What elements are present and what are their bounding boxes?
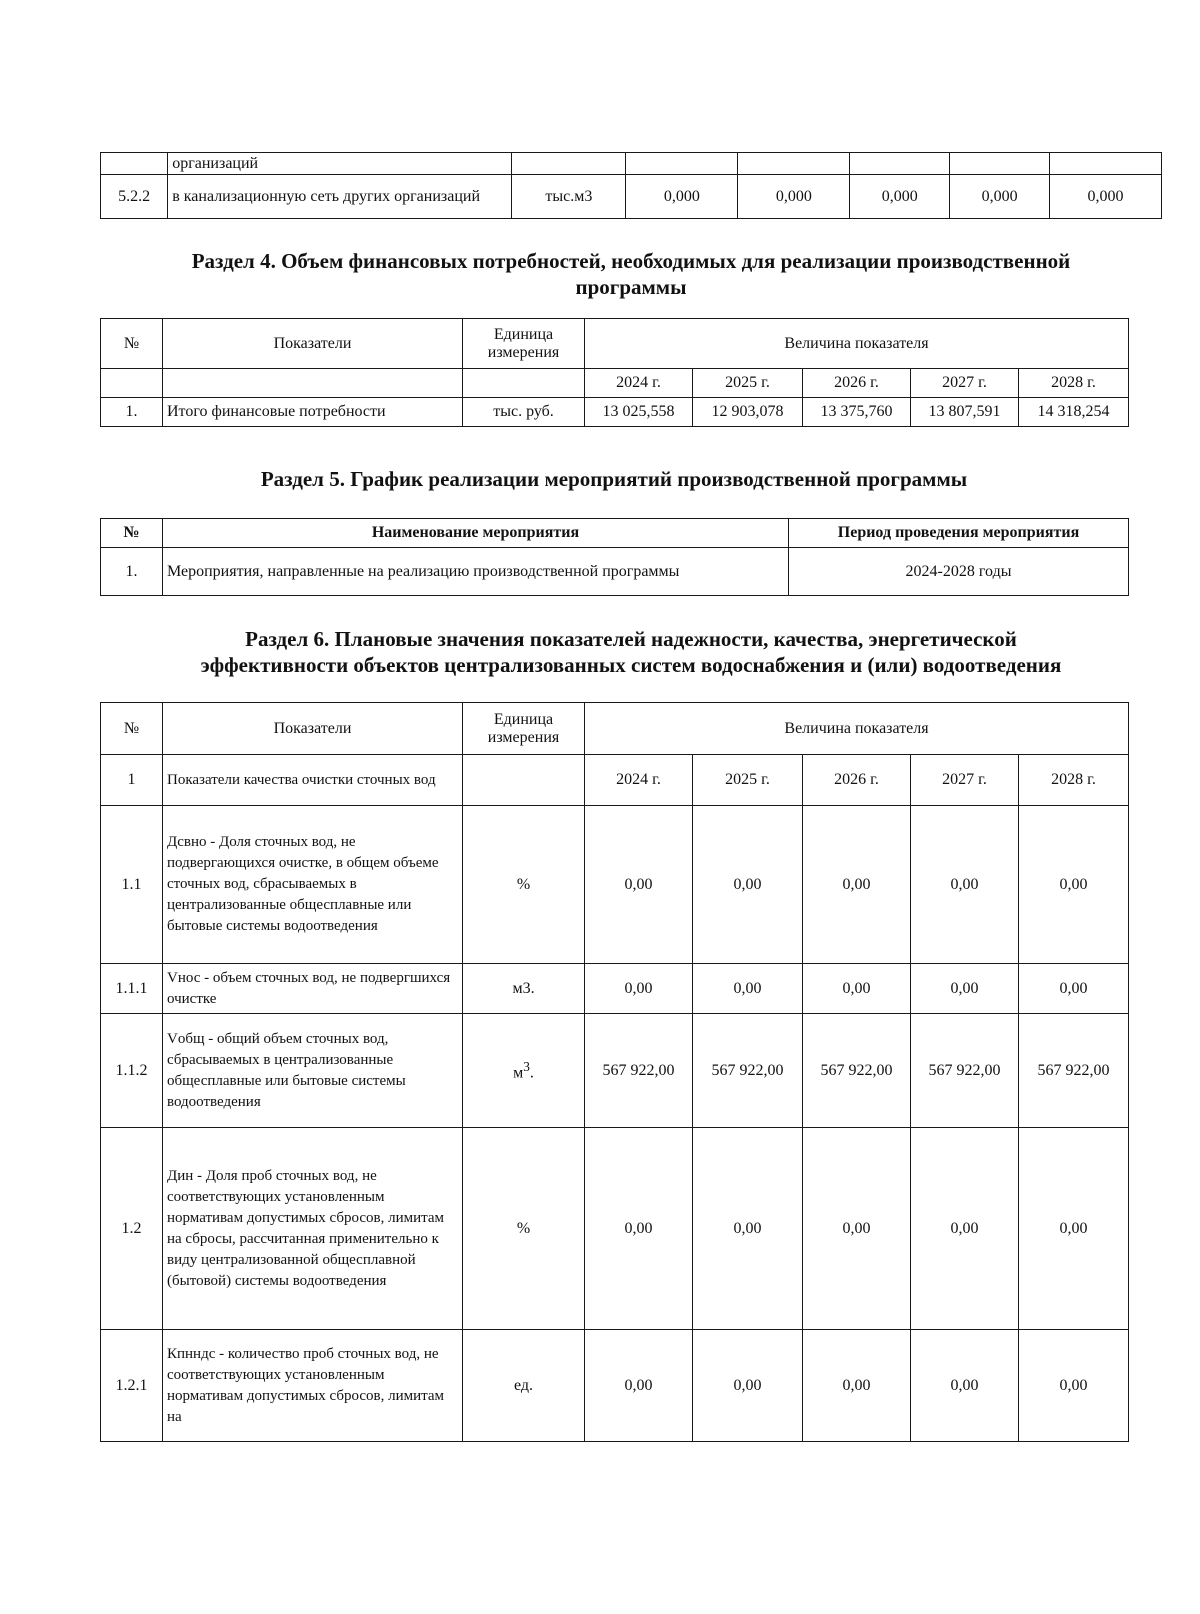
- unit-base: м: [513, 1064, 524, 1082]
- row-unit: ед.: [463, 1330, 585, 1442]
- year-header: 2024 г.: [585, 755, 693, 806]
- row-name: Дин - Доля проб сточных вод, не соответствующих установленным нормативам допустимых сбросов, лимитам на сбросы, рассчитанная применительно к виду централизованной общесплавной (бытовой) системы водоотведения: [163, 1128, 463, 1330]
- row-unit: %: [463, 1128, 585, 1330]
- empty-cell: [463, 755, 585, 806]
- row-value: 0,000: [626, 175, 738, 219]
- row-value: 567 922,00: [693, 1014, 803, 1128]
- row-number: 1.2: [101, 1128, 163, 1330]
- row-value: 0,00: [693, 806, 803, 964]
- row-name: Vнос - объем сточных вод, не подвергшихся очистке: [163, 964, 463, 1014]
- year-header: 2028 г.: [1019, 755, 1129, 806]
- table-row: [101, 1330, 1129, 1442]
- row-name: Показатели качества очистки сточных вод: [163, 755, 463, 806]
- row-number: 1.2.1: [101, 1330, 163, 1442]
- row-value: 567 922,00: [585, 1014, 693, 1128]
- header-number: №: [101, 319, 163, 369]
- row-name: в канализационную сеть других организаций: [168, 175, 512, 219]
- row-value: 13 375,760: [803, 398, 911, 427]
- row-value: 0,00: [1019, 964, 1129, 1014]
- table-top: [100, 152, 1162, 219]
- empty-cell: [163, 369, 463, 398]
- row-number: 1.1: [101, 806, 163, 964]
- header-name: Показатели: [163, 703, 463, 755]
- table-row: [101, 548, 1129, 596]
- row-number: 1.1.2: [101, 1014, 163, 1128]
- row-number: 5.2.2: [101, 175, 168, 219]
- row-unit: [512, 153, 626, 175]
- row-value: 0,00: [803, 806, 911, 964]
- row-value: 0,00: [585, 964, 693, 1014]
- row-unit: тыс. руб.: [463, 398, 585, 427]
- row-value: [738, 153, 850, 175]
- table-header-row: [101, 703, 1129, 755]
- row-value: 0,00: [911, 1128, 1019, 1330]
- header-value: Величина показателя: [585, 703, 1129, 755]
- table-row: [101, 806, 1129, 964]
- table-row: [101, 175, 1162, 219]
- row-value: 0,00: [585, 1330, 693, 1442]
- section5-table: [100, 518, 1129, 596]
- row-value: 0,00: [693, 964, 803, 1014]
- row-number: 1: [101, 755, 163, 806]
- row-name: Итого финансовые потребности: [163, 398, 463, 427]
- row-number: 1.: [101, 398, 163, 427]
- year-header: 2026 г.: [803, 369, 911, 398]
- row-value: 0,000: [850, 175, 950, 219]
- table-header-row: [101, 319, 1129, 369]
- empty-cell: [101, 369, 163, 398]
- row-value: 0,00: [803, 1128, 911, 1330]
- row-name: Кпнндс - количество проб сточных вод, не соответствующих установленным нормативам допустимых сбросов, лимитам на: [163, 1330, 463, 1442]
- table-row: [101, 1128, 1129, 1330]
- unit-tail: .: [529, 1064, 534, 1082]
- row-value: 0,00: [911, 964, 1019, 1014]
- row-name: Мероприятия, направленные на реализацию производственной программы: [163, 548, 789, 596]
- row-value: [1049, 153, 1161, 175]
- year-header: 2025 г.: [693, 369, 803, 398]
- row-value: 0,00: [803, 1330, 911, 1442]
- row-unit: [463, 1014, 585, 1128]
- row-value: 0,00: [1019, 1330, 1129, 1442]
- header-name: Наименование мероприятия: [163, 519, 789, 548]
- row-value: 0,00: [585, 806, 693, 964]
- section6-title-line2: эффективности объектов централизованных систем водоснабжения и (или) водоотведения: [200, 653, 1062, 677]
- header-unit: Единица измерения: [463, 703, 585, 755]
- row-value: [950, 153, 1050, 175]
- section6-title-line1: Раздел 6. Плановые значения показателей надежности, качества, энергетической: [245, 627, 1017, 651]
- row-value: 0,00: [1019, 1128, 1129, 1330]
- year-header: 2027 г.: [911, 369, 1019, 398]
- section4-title: [100, 248, 1162, 300]
- row-number: 1.: [101, 548, 163, 596]
- row-value: 0,00: [911, 806, 1019, 964]
- row-value: 567 922,00: [1019, 1014, 1129, 1128]
- row-number: [101, 153, 168, 175]
- table-row: [101, 964, 1129, 1014]
- section6-table: [100, 702, 1129, 1442]
- row-value: 0,00: [911, 1330, 1019, 1442]
- year-header: 2024 г.: [585, 369, 693, 398]
- table-row: [101, 398, 1129, 427]
- table-group-row: [101, 755, 1129, 806]
- row-name: Дсвно - Доля сточных вод, не подвергающихся очистке, в общем объеме сточных вод, сбрасываемых в централизованные общесплавные или бытовые системы водоотведения: [163, 806, 463, 964]
- header-value: Величина показателя: [585, 319, 1129, 369]
- row-value: 0,000: [1049, 175, 1161, 219]
- header-number: №: [101, 519, 163, 548]
- row-unit: м3.: [463, 964, 585, 1014]
- row-value: 12 903,078: [693, 398, 803, 427]
- row-value: [626, 153, 738, 175]
- header-period: Период проведения мероприятия: [789, 519, 1129, 548]
- header-number: №: [101, 703, 163, 755]
- empty-cell: [463, 369, 585, 398]
- row-value: 0,00: [1019, 806, 1129, 964]
- row-value: 0,00: [585, 1128, 693, 1330]
- row-unit: тыс.м3: [512, 175, 626, 219]
- row-value: [850, 153, 950, 175]
- row-unit: %: [463, 806, 585, 964]
- section5-title: [100, 466, 1128, 492]
- row-value: 0,00: [693, 1330, 803, 1442]
- year-header: 2027 г.: [911, 755, 1019, 806]
- row-period: 2024-2028 годы: [789, 548, 1129, 596]
- row-value: 14 318,254: [1019, 398, 1129, 427]
- section4-table: [100, 318, 1129, 427]
- row-value: 567 922,00: [803, 1014, 911, 1128]
- row-value: 13 025,558: [585, 398, 693, 427]
- row-name: организаций: [168, 153, 512, 175]
- row-value: 0,000: [738, 175, 850, 219]
- header-unit: Единица измерения: [463, 319, 585, 369]
- row-value: 13 807,591: [911, 398, 1019, 427]
- row-value: 0,00: [693, 1128, 803, 1330]
- row-name: Vобщ - общий объем сточных вод, сбрасываемых в централизованные общесплавные или бытовые системы водоотведения: [163, 1014, 463, 1128]
- row-value: 567 922,00: [911, 1014, 1019, 1128]
- section4-title-line2: программы: [575, 275, 687, 299]
- table-header-row: [101, 519, 1129, 548]
- year-header: 2025 г.: [693, 755, 803, 806]
- section6-title: [100, 626, 1162, 678]
- row-number: 1.1.1: [101, 964, 163, 1014]
- row-value: 0,00: [803, 964, 911, 1014]
- table-row: [101, 153, 1162, 175]
- section5-title-line: Раздел 5. График реализации мероприятий производственной программы: [260, 467, 968, 491]
- table-years-row: [101, 369, 1129, 398]
- table-row: [101, 1014, 1129, 1128]
- row-value: 0,000: [950, 175, 1050, 219]
- unit-superscript: 3: [523, 1058, 530, 1074]
- year-header: 2028 г.: [1019, 369, 1129, 398]
- header-name: Показатели: [163, 319, 463, 369]
- year-header: 2026 г.: [803, 755, 911, 806]
- section4-title-line1: Раздел 4. Объем финансовых потребностей, необходимых для реализации производственной: [191, 249, 1071, 273]
